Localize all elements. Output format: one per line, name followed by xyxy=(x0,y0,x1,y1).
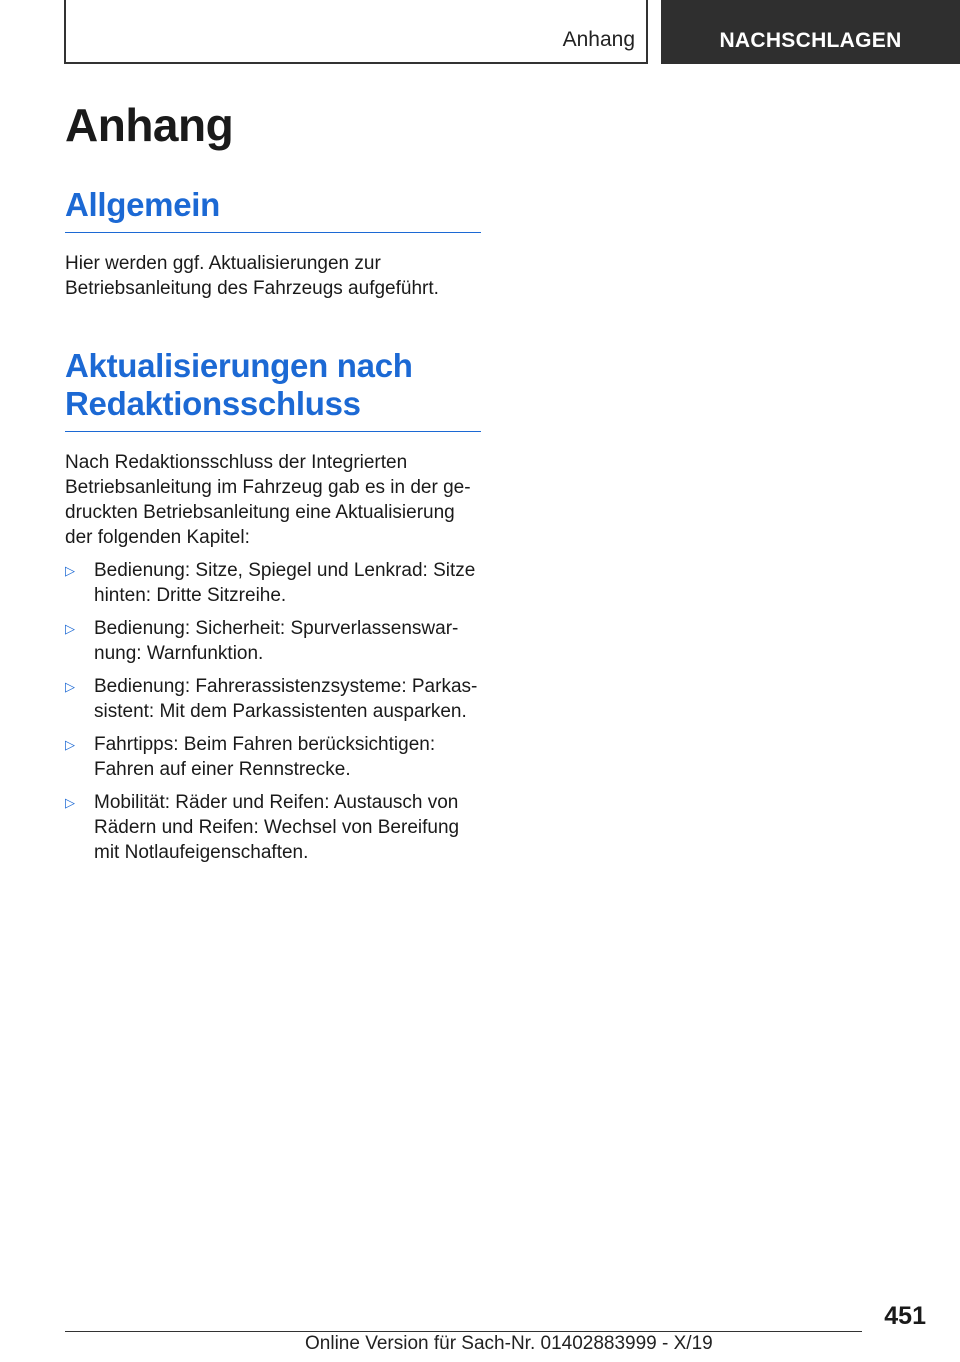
list-item-text: Mobilität: Räder und Reifen: Austausch von Rädern und Reifen: Wechsel von Bereifung mit Notlaufeigenschaften. xyxy=(94,792,460,863)
list-item xyxy=(65,732,481,782)
chapter-list xyxy=(65,558,481,865)
header-section-title: Anhang xyxy=(562,28,635,51)
list-item xyxy=(65,616,481,666)
list-item xyxy=(65,790,481,865)
header-frame xyxy=(64,0,648,64)
triangle-bullet-icon: ▷ xyxy=(65,621,75,636)
header-tab-nachschlagen[interactable]: NACHSCHLAGEN xyxy=(661,0,960,64)
section-paragraph-allgemein: Hier werden ggf. Aktualisierungen zur Betriebsanleitung des Fahrzeugs aufgeführt. xyxy=(65,253,439,299)
list-item xyxy=(65,558,481,608)
list-item-text: Bedienung: Sitze, Spiegel und Lenkrad: Sitze hinten: Dritte Sitzreihe. xyxy=(94,560,476,606)
triangle-bullet-icon: ▷ xyxy=(65,737,75,752)
triangle-bullet-icon: ▷ xyxy=(65,563,75,578)
triangle-bullet-icon: ▷ xyxy=(65,795,75,810)
heading-line-1: Aktualisierungen nach xyxy=(65,347,413,384)
footer-divider xyxy=(65,1331,862,1332)
section-heading-allgemein: Allgemein xyxy=(65,186,481,233)
list-item-text: Bedienung: Fahrerassistenzsysteme: Parkassistent: Mit dem Parkassistenten ausparken. xyxy=(94,676,478,722)
section-paragraph-aktualisierungen: Nach Redaktionsschluss der Integrierten Betriebsanleitung im Fahrzeug gab es in der gedruckten Betriebsanleitung eine Aktualisierung der folgenden Kapitel: xyxy=(65,452,471,548)
triangle-bullet-icon: ▷ xyxy=(65,679,75,694)
page-number: 451 xyxy=(884,1302,926,1330)
main-content xyxy=(65,98,481,865)
list-item xyxy=(65,674,481,724)
list-item-text: Bedienung: Sicherheit: Spurverlassenswarnung: Warnfunktion. xyxy=(94,618,459,664)
footer-version-text: Online Version für Sach-Nr. 01402883999 - X/19 xyxy=(305,1333,713,1354)
list-item-text: Fahrtipps: Beim Fahren berücksichtigen: Fahren auf einer Rennstrecke. xyxy=(94,734,436,780)
section-heading-aktualisierungen xyxy=(65,347,481,432)
heading-line-2: Redaktionsschluss xyxy=(65,385,361,422)
page-title: Anhang xyxy=(65,99,234,151)
